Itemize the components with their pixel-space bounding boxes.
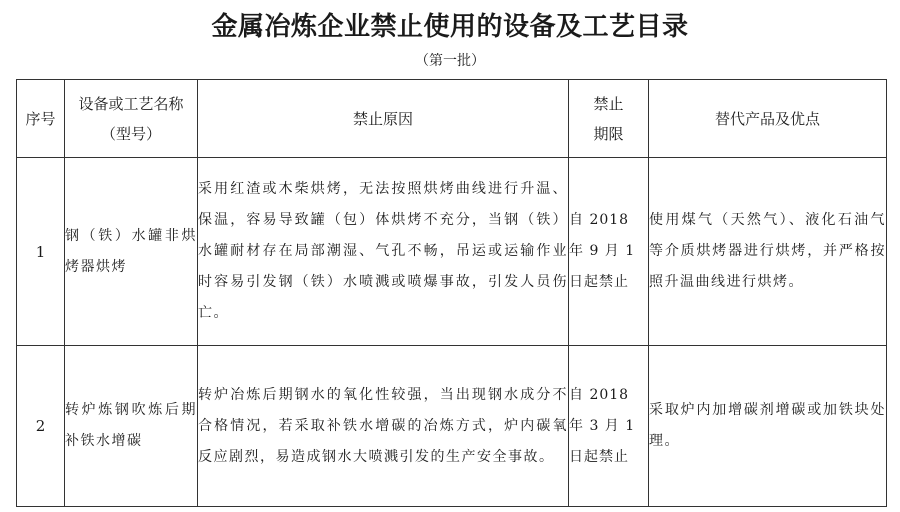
- row-seq: 1: [17, 158, 65, 346]
- header-name-line2: （型号）: [100, 124, 161, 143]
- row-seq: 2: [17, 346, 65, 507]
- row-prohibition-date: 自 2018 年 9 月 1 日起禁止: [569, 158, 649, 346]
- row-equipment-name: 钢（铁）水罐非烘烤器烘烤: [65, 158, 198, 346]
- row-alternative: 采取炉内加增碳剂增碳或加铁块处理。: [649, 346, 887, 507]
- row-equipment-name: 转炉炼钢吹炼后期补铁水增碳: [65, 346, 198, 507]
- header-seq: 序号: [17, 80, 65, 158]
- header-limit-line2: 期限: [593, 124, 624, 143]
- header-name-line1: 设备或工艺名称: [78, 94, 184, 113]
- header-name: [65, 80, 198, 158]
- table-row: [17, 158, 887, 346]
- table-row: [17, 346, 887, 507]
- header-reason: 禁止原因: [198, 80, 569, 158]
- header-alternative: 替代产品及优点: [649, 80, 887, 158]
- row-prohibition-date: 自 2018 年 3 月 1 日起禁止: [569, 346, 649, 507]
- table-header-row: [17, 80, 887, 158]
- row-prohibition-reason: 采用红渣或木柴烘烤，无法按照烘烤曲线进行升温、保温，容易导致罐（包）体烘烤不充分，当钢（铁）水罐耐材存在局部潮湿、气孔不畅，吊运或运输作业时容易引发钢（铁）水喷溅或喷爆事故，引发人员伤亡。: [198, 158, 569, 346]
- document-title: 金属冶炼企业禁止使用的设备及工艺目录: [211, 12, 689, 42]
- row-alternative: 使用煤气（天然气）、液化石油气等介质烘烤器进行烘烤，并严格按照升温曲线进行烘烤。: [649, 158, 887, 346]
- document-subtitle: （第一批）: [415, 53, 485, 69]
- header-limit: [569, 80, 649, 158]
- equipment-catalog-table: [16, 79, 887, 507]
- row-prohibition-reason: 转炉冶炼后期钢水的氧化性较强，当出现钢水成分不合格情况，若采取补铁水增碳的冶炼方式，炉内碳氧反应剧烈，易造成钢水大喷溅引发的生产安全事故。: [198, 346, 569, 507]
- header-limit-line1: 禁止: [593, 94, 624, 113]
